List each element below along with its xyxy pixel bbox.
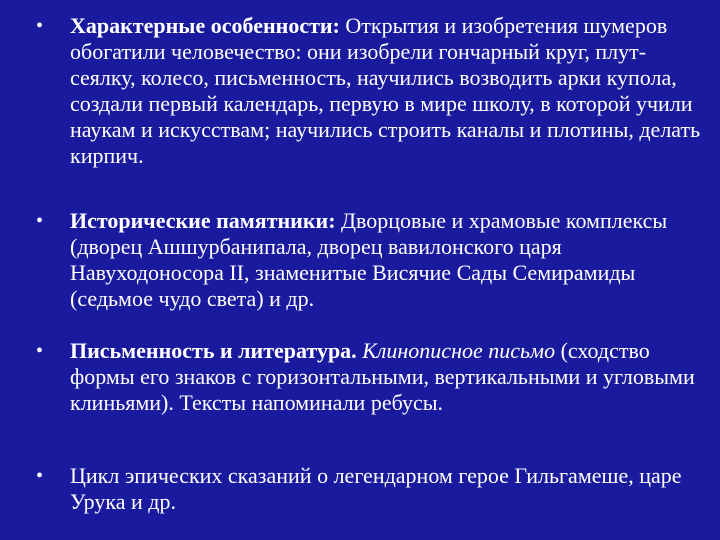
bullet-icon: • [36,465,44,487]
item-heading: Письменность и литература. [70,338,357,363]
bullet-item-features [36,13,701,169]
bullet-icon: • [36,340,44,362]
item-body: Открытия и изобретения шумеров обогатили человечество: они изобрели гончарный круг, плут-сеялку, колесо, письменность, научились возводить арки купола, создали первый календарь, первую в мире школу, в которой учили наукам и искусствам; научились строить каналы и плотины, делать кирпич. [70,13,701,168]
bullet-item-writing [36,338,701,416]
item-text [70,208,701,312]
bullet-item-monuments [36,208,701,312]
item-heading: Исторические памятники: [70,208,336,233]
item-italic-term: Клинописное письмо [356,338,556,363]
item-text [70,13,701,169]
item-body: Цикл эпических сказаний о легендарном герое Гильгамеше, царе Урука и др. [70,463,682,514]
item-heading: Характерные особенности: [70,13,340,38]
item-body: (сходство формы его знаков с горизонтальными, вертикальными и угловыми клиньями). Тексты напоминали ребусы. [70,338,695,415]
bullet-icon: • [36,15,44,37]
item-text [70,338,701,416]
bullet-item-epic [36,463,701,515]
item-text [70,463,701,515]
item-body: Дворцовые и храмовые комплексы (дворец Ашшурбанипала, дворец вавилонского царя Навуходоносора II, знаменитые Висячие Сады Семирамиды (седьмое чудо света) и др. [70,208,668,311]
bullet-icon: • [36,210,44,232]
